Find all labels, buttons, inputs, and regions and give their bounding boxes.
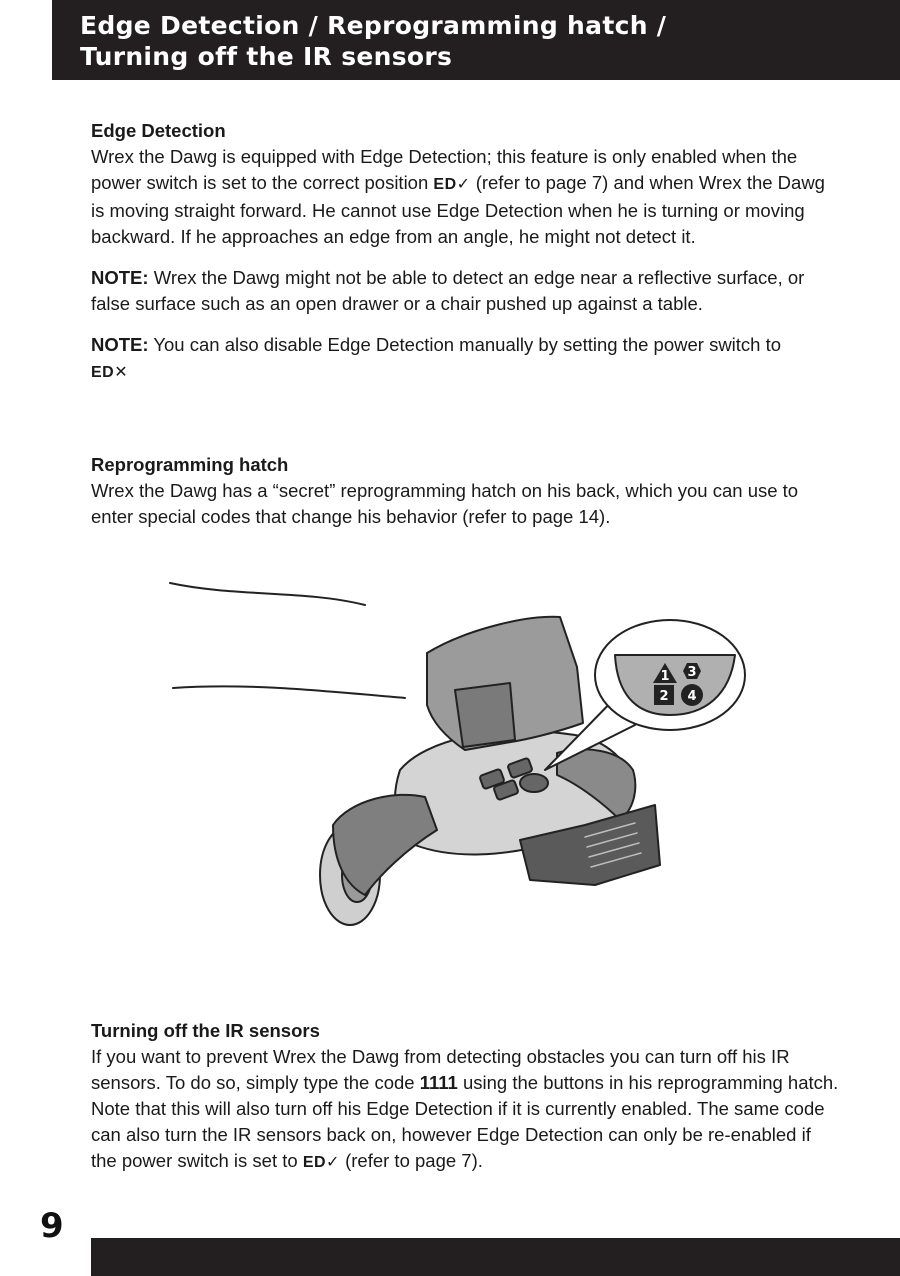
button-2-label: 2 bbox=[659, 689, 669, 704]
edge-detection-heading: Edge Detection bbox=[91, 120, 226, 141]
hatch-window bbox=[455, 683, 515, 747]
reprogramming-hatch-paragraph: Wrex the Dawg has a “secret” reprogramming hatch on his back, which you can use to enter special codes that change his behavior (refer to page 14). bbox=[91, 480, 799, 527]
note-text: Wrex the Dawg might not be able to detect an edge near a reflective surface, or false surface such as an open drawer or a chair pushed up against a table. bbox=[91, 267, 805, 314]
page-title-line1: Edge Detection / Reprogramming hatch / bbox=[80, 11, 667, 40]
ir-text-2: using the buttons in his reprogramming hatch. Note that this will also turn off his Edge Detection if it is currently enabled. The same code can also turn the IR sensors back on, however Edge Detection can only be re-enabled if the power switch is set to bbox=[91, 1072, 839, 1171]
ed-on-symbol: ED✓ bbox=[302, 1154, 340, 1171]
edge-detection-text-1: Wrex the Dawg is equipped with Edge Detection; this feature is only enabled when the power switch is set to the correct position bbox=[91, 146, 798, 193]
page-title-line2: Turning off the IR sensors bbox=[80, 42, 453, 71]
robot-hatch-illustration bbox=[165, 575, 755, 950]
arm-outline bbox=[170, 583, 365, 605]
note-text: You can also disable Edge Detection manually by setting the power switch to bbox=[153, 334, 782, 355]
reprogramming-hatch-section bbox=[91, 452, 841, 530]
ir-text-1: If you want to prevent Wrex the Dawg from detecting obstacles you can turn off his IR sensors. To do so, simply type the code bbox=[91, 1046, 790, 1093]
arm-outline-lower bbox=[173, 686, 405, 698]
edge-detection-text-2: (refer to page 7) and when Wrex the Dawg is moving straight forward. He cannot use Edge Detection when he is turning or moving backward. If he approaches an edge from an angle, he might not detect it. bbox=[91, 172, 825, 247]
button-1-label: 1 bbox=[660, 669, 670, 684]
note-reflective bbox=[91, 265, 841, 317]
button-circle-4 bbox=[681, 684, 703, 706]
ed-off-symbol: ED✕ bbox=[91, 364, 129, 381]
header-bar bbox=[52, 0, 900, 80]
edge-detection-section bbox=[91, 118, 841, 386]
button-3-label: 3 bbox=[687, 665, 697, 680]
ir-code: 1111 bbox=[419, 1072, 458, 1093]
ed-on-symbol: ED✓ bbox=[433, 176, 471, 193]
button-4-label: 4 bbox=[687, 689, 697, 704]
ir-sensors-paragraph bbox=[91, 1044, 841, 1176]
ir-sensors-section bbox=[91, 1018, 841, 1176]
ir-text-3: (refer to page 7). bbox=[345, 1150, 483, 1171]
page-title bbox=[80, 10, 666, 72]
reprogramming-hatch-heading: Reprogramming hatch bbox=[91, 454, 289, 475]
button-square-2 bbox=[654, 685, 674, 705]
page-number: 9 bbox=[40, 1206, 64, 1246]
note-disable bbox=[91, 332, 841, 386]
note-label: NOTE: bbox=[91, 267, 149, 288]
edge-detection-paragraph bbox=[91, 144, 841, 250]
note-label: NOTE: bbox=[91, 334, 149, 355]
ir-sensors-heading: Turning off the IR sensors bbox=[91, 1020, 320, 1041]
footer-bar bbox=[91, 1238, 900, 1276]
